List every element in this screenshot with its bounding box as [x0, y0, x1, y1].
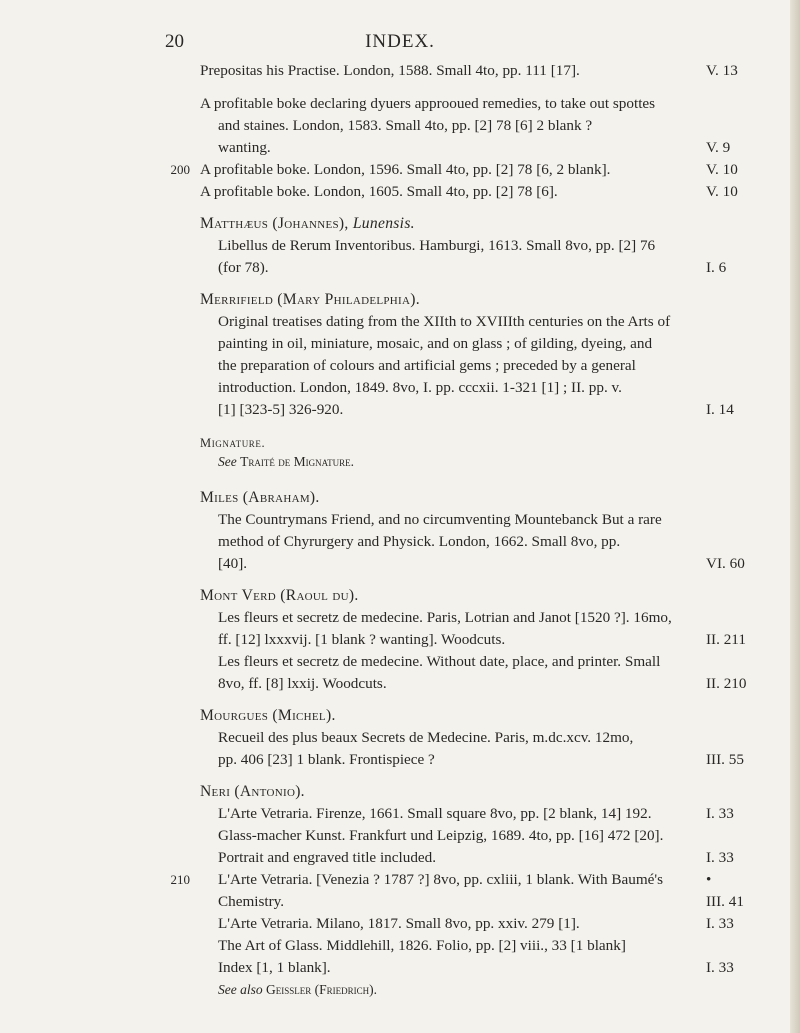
page-number: 20: [165, 31, 184, 52]
index-line: [0, 213, 800, 235]
index-line: [0, 913, 800, 935]
page-title: INDEX.: [365, 31, 435, 52]
entry-text-main: L'Arte Vetraria. Milano, 1817. Small 8vo, pp. xxiv. 279 [1].: [218, 915, 580, 932]
entry-text: [218, 847, 436, 869]
see-reference-prefix: See: [218, 454, 241, 469]
see-reference-target: Traité de Mignature.: [240, 454, 354, 469]
volume-page-reference: I. 33: [706, 805, 734, 822]
index-line: [0, 629, 800, 651]
entry-text-main: L'Arte Vetraria. [Venezia ? 1787 ?] 8vo, pp. cxliii, 1 blank. With Baumé's: [218, 871, 664, 888]
entry-text: [200, 60, 580, 82]
index-line: [0, 673, 800, 695]
volume-page-reference: I. 6: [706, 259, 727, 276]
entry-text: [218, 727, 633, 749]
index-line: [0, 607, 800, 629]
volume-page-reference: V. 13: [706, 62, 738, 79]
entry-text: [218, 355, 636, 377]
index-line: [0, 847, 800, 869]
entry-text-main: Mignature.: [200, 436, 266, 450]
volume-page-reference: V. 10: [706, 183, 738, 200]
index-line: [0, 727, 800, 749]
entry-text-main: Mont Verd (Raoul du).: [200, 587, 359, 604]
entry-text-main: Recueil des plus beaux Secrets de Medecine. Paris, m.dc.xcv. 12mo,: [218, 729, 634, 746]
entry-text-main: pp. 406 [23] 1 blank. Frontispiece ?: [218, 751, 435, 768]
entry-text: [218, 115, 592, 137]
entry-text: [218, 235, 655, 257]
entry-text-main: A profitable boke. London, 1605. Small 4to, pp. [2] 78 [6].: [200, 183, 558, 200]
entry-text-main: L'Arte Vetraria. Firenze, 1661. Small square 8vo, pp. [2 blank, 14] 192.: [218, 805, 652, 822]
entry-text-main: Portrait and engraved title included.: [218, 849, 437, 866]
entry-text: [218, 913, 580, 935]
entry-heading: [200, 213, 415, 235]
entry-text-main: [1] [323-5] 326-920.: [218, 401, 344, 418]
entry-text-main: (for 78).: [218, 259, 269, 276]
see-reference-prefix: See also: [218, 982, 266, 997]
entry-text: [218, 957, 331, 979]
entry-text: [218, 629, 505, 651]
entry-text: [218, 333, 652, 355]
index-line: [0, 311, 800, 333]
index-line: [0, 487, 800, 509]
entry-text-main: Matthæus (Johannes),: [200, 215, 353, 232]
volume-page-reference: •: [706, 871, 712, 888]
entry-text: [218, 451, 354, 473]
margin-line-number: 210: [170, 872, 190, 887]
entry-text-main: Neri (Antonio).: [200, 783, 305, 800]
margin-line-number: 200: [170, 162, 190, 177]
entry-text-main: Miles (Abraham).: [200, 489, 320, 506]
entry-text: [218, 979, 377, 1001]
index-line: [0, 935, 800, 957]
entry-heading-italic: Lunensis.: [352, 215, 415, 232]
index-line: [0, 803, 800, 825]
entry-text-main: The Countrymans Friend, and no circumventing Mountebanck But a rare: [218, 511, 662, 528]
volume-page-reference: I. 33: [706, 915, 734, 932]
entry-text-main: the preparation of colours and artificial gems ; preceded by a general: [218, 357, 636, 374]
entry-text: [218, 531, 620, 553]
entry-text: [200, 93, 655, 115]
entry-text: [218, 607, 672, 629]
entry-text-main: introduction. London, 1849. 8vo, I. pp. cccxii. 1-321 [1] ; II. pp. v.: [218, 379, 622, 396]
index-line: [0, 705, 800, 727]
index-line: [0, 355, 800, 377]
index-line: [0, 377, 800, 399]
entry-text-main: method of Chyrurgery and Physick. London, 1662. Small 8vo, pp.: [218, 533, 621, 550]
index-line: [0, 257, 800, 279]
index-line: [0, 159, 800, 181]
index-line: [0, 181, 800, 203]
volume-page-reference: VI. 60: [706, 555, 745, 572]
index-line: [0, 553, 800, 575]
index-line: [0, 333, 800, 355]
entry-text: [218, 803, 652, 825]
entry-text: [218, 651, 660, 673]
index-line: [0, 651, 800, 673]
index-line: [0, 781, 800, 803]
entry-text: [218, 377, 622, 399]
entry-text-main: Les fleurs et secretz de medecine. Paris, Lotrian and Janot [1520 ?]. 16mo,: [218, 609, 672, 626]
entry-text: [218, 891, 284, 913]
entry-text: [218, 311, 670, 333]
index-line: [0, 585, 800, 607]
entry-heading: [200, 781, 305, 803]
index-line: [0, 93, 800, 115]
index-line: [0, 957, 800, 979]
index-line: [0, 749, 800, 771]
entry-text-main: Merrifield (Mary Philadelphia).: [200, 291, 420, 308]
entry-text-main: Original treatises dating from the XIIth to XVIIIth centuries on the Arts of: [218, 313, 671, 330]
running-header: [0, 31, 800, 55]
entry-text: [218, 825, 663, 847]
entry-text-main: Glass-macher Kunst. Frankfurt und Leipzig, 1689. 4to, pp. [16] 472 [20].: [218, 827, 664, 844]
volume-page-reference: II. 211: [706, 631, 746, 648]
entry-text-main: A profitable boke. London, 1596. Small 4to, pp. [2] 78 [6, 2 blank].: [200, 161, 611, 178]
index-line: [0, 869, 800, 891]
index-line: [0, 825, 800, 847]
index-line: [0, 891, 800, 913]
index-line: [0, 235, 800, 257]
see-reference-target: Geissler (Friedrich).: [266, 982, 378, 997]
volume-page-reference: II. 210: [706, 675, 747, 692]
entry-text-main: Mourgues (Michel).: [200, 707, 336, 724]
entry-heading: [200, 487, 320, 509]
index-line: [0, 137, 800, 159]
entry-heading: [200, 705, 336, 727]
entry-text: [200, 181, 558, 203]
entry-text-main: Chemistry.: [218, 893, 285, 910]
entry-text: [218, 673, 387, 695]
entry-text: [218, 257, 269, 279]
entry-text: [218, 749, 435, 771]
index-line: [0, 115, 800, 137]
index-line: [0, 451, 800, 473]
entry-text-main: Libellus de Rerum Inventoribus. Hamburgi, 1613. Small 8vo, pp. [2] 76: [218, 237, 656, 254]
entry-text-main: A profitable boke declaring dyuers approoued remedies, to take out spottes: [200, 95, 656, 112]
volume-page-reference: I. 33: [706, 849, 734, 866]
index-line: [0, 531, 800, 553]
entry-text-main: [40].: [218, 555, 248, 572]
entry-text-main: and staines. London, 1583. Small 4to, pp. [2] 78 [6] 2 blank ?: [218, 117, 593, 134]
entry-text: [218, 509, 662, 531]
index-line: [0, 509, 800, 531]
entry-text-main: The Art of Glass. Middlehill, 1826. Folio, pp. [2] viii., 33 [1 blank]: [218, 937, 626, 954]
volume-page-reference: V. 10: [706, 161, 738, 178]
index-line: [0, 979, 800, 1001]
index-line: [0, 289, 800, 311]
entry-text-main: Les fleurs et secretz de medecine. Without date, place, and printer. Small: [218, 653, 661, 670]
index-line: [0, 399, 800, 421]
entry-text: [218, 869, 663, 891]
volume-page-reference: III. 41: [706, 893, 744, 910]
entry-text-main: painting in oil, miniature, mosaic, and on glass ; of gilding, dyeing, and: [218, 335, 653, 352]
entry-text: [218, 935, 626, 957]
entry-heading: [200, 289, 420, 311]
volume-page-reference: III. 55: [706, 751, 744, 768]
entry-heading: [200, 585, 359, 607]
entry-text-main: Prepositas his Practise. London, 1588. Small 4to, pp. 111 [17].: [200, 62, 580, 79]
index-line: [0, 60, 800, 82]
entry-text-main: 8vo, ff. [8] lxxij. Woodcuts.: [218, 675, 387, 692]
entry-text-main: Index [1, 1 blank].: [218, 959, 331, 976]
volume-page-reference: I. 14: [706, 401, 734, 418]
volume-page-reference: I. 33: [706, 959, 734, 976]
volume-page-reference: V. 9: [706, 139, 731, 156]
entry-text-main: wanting.: [218, 139, 271, 156]
entry-text: [218, 553, 247, 575]
entry-text: [218, 399, 343, 421]
entry-text: [218, 137, 271, 159]
entry-text-main: ff. [12] lxxxvij. [1 blank ? wanting]. Woodcuts.: [218, 631, 506, 648]
entry-text: [200, 159, 610, 181]
